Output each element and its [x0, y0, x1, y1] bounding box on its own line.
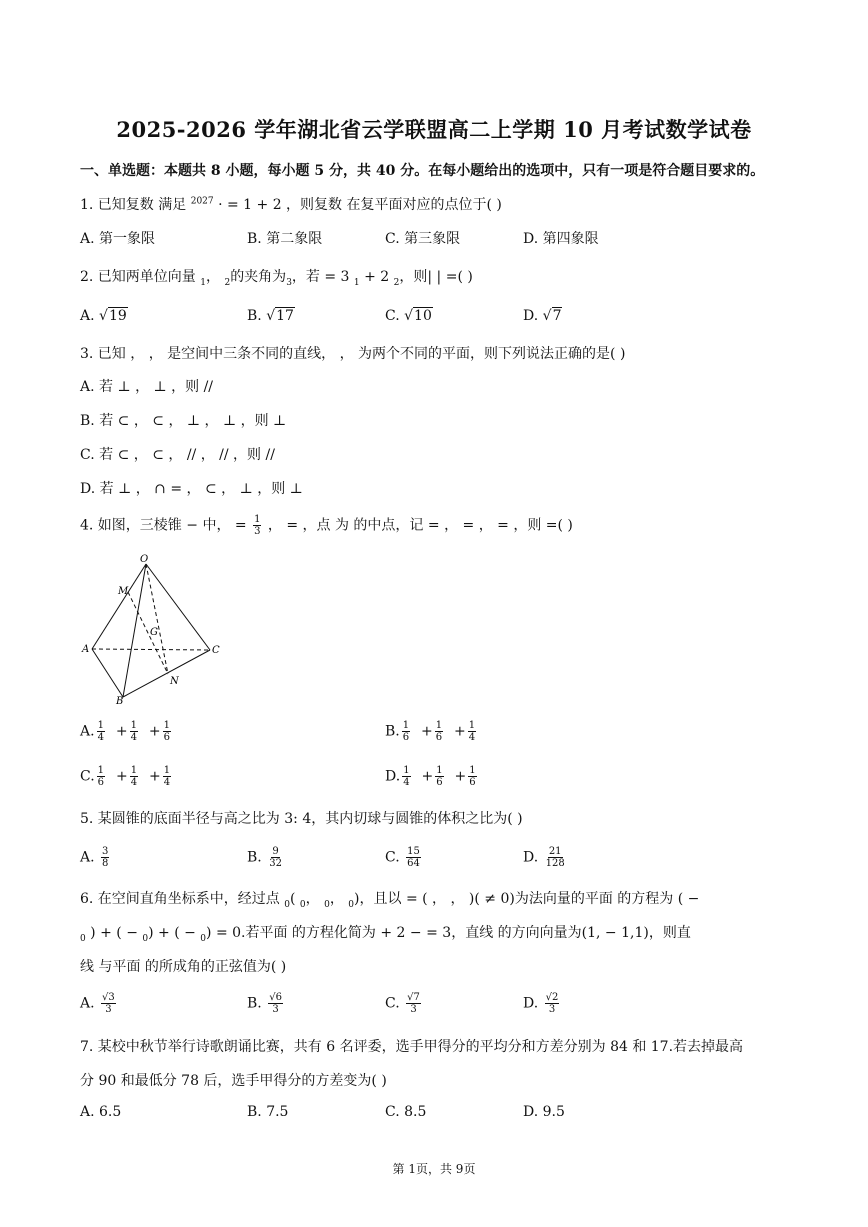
q5-option-d: D. $\frac{21}{128}$	[523, 846, 565, 869]
q6-option-a: A. $\frac{√3}{3}$	[80, 992, 115, 1015]
q2-option-a: A. √19	[80, 308, 127, 324]
q1-option-d: D. 第四象限	[523, 231, 599, 247]
q7-option-c: C. 8.5	[385, 1104, 427, 1120]
q2-option-c: C. √10	[385, 308, 432, 324]
question-7-line-1: 7. 某校中秋节举行诗歌朗诵比赛，共有 6 名评委，选手甲得分的平均分和方差分别为 84 和 17.若去掉最高	[80, 1039, 744, 1055]
question-5-stem: 5. 某圆锥的底面半径与高之比为 3: 4，其内切球与圆锥的体积之比为( )	[80, 811, 523, 827]
q5-option-c: C. $\frac{15}{64}$	[385, 846, 420, 869]
label-a: A	[82, 644, 90, 655]
q2-option-b: B. √17	[247, 308, 294, 324]
q1-option-c: C. 第三象限	[385, 231, 461, 247]
q3-option-c: C. 若 ⊂ ， ⊂ ， // ， // ，则 //	[80, 447, 275, 463]
q3-option-b: B. 若 ⊂ ， ⊂ ， ⊥ ， ⊥ ，则 ⊥	[80, 413, 287, 429]
label-b: B	[116, 696, 124, 707]
label-g: G	[150, 627, 158, 638]
q7-option-a: A. 6.5	[80, 1104, 122, 1120]
section-heading: 一、单选题：本题共 8 小题，每小题 5 分，共 40 分。在每小题给出的选项中，只有一项是符合题目要求的。	[80, 163, 765, 179]
q1-option-b: B. 第二象限	[247, 231, 323, 247]
q4-option-a: A. $\frac{1}{4}$ + $\frac{1}{4}$ + $\frac{1}{6}$	[80, 720, 170, 743]
question-2-stem: 2. 已知两单位向量 $_1$， $_2$的夹角为$_3$，若 = 3 $_1$ + 2 $_2$，则| | =( )	[80, 269, 473, 288]
page-footer: 第 1页，共 9页	[392, 1162, 476, 1176]
q3-option-d: D. 若 ⊥ ， ∩ = ， ⊂ ， ⊥ ，则 ⊥	[80, 481, 303, 497]
tetrahedron-figure	[80, 552, 230, 707]
question-1-stem: 1. 已知复数 满足 $^{2027}$ · = 1 + 2 ，则复数 在复平面对应的点位于( )	[80, 196, 502, 213]
q4-option-d: D. $\frac{1}{4}$ + $\frac{1}{6}$ + $\frac{1}{6}$	[385, 765, 476, 788]
question-6-line-2: $_0$ ) + ( − $_0$) + ( − $_0$) = 0.若平面 的方程化简为 + 2 − = 3，直线 的方向向量为(1, − 1,1)，则直	[80, 925, 691, 944]
q4-option-c: C. $\frac{1}{6}$ + $\frac{1}{4}$ + $\frac{1}{4}$	[80, 765, 171, 788]
label-c: C	[212, 645, 220, 656]
q6-option-b: B. $\frac{√6}{3}$	[247, 992, 282, 1015]
question-7-line-2: 分 90 和最低分 78 后，选手甲得分的方差变为( )	[80, 1073, 387, 1089]
q2-option-d: D. √7	[523, 308, 562, 324]
q6-option-d: D. $\frac{√2}{3}$	[523, 992, 559, 1015]
q5-option-b: B. $\frac{9}{32}$	[247, 846, 282, 869]
exam-title: 2025-2026 学年湖北省云学联盟高二上学期 10 月考试数学试卷	[116, 117, 752, 142]
q4-option-b: B. $\frac{1}{6}$ + $\frac{1}{6}$ + $\frac{1}{4}$	[385, 720, 476, 743]
label-n: N	[170, 676, 179, 687]
q5-option-a: A. $\frac{3}{8}$	[80, 846, 109, 869]
q3-option-a: A. 若 ⊥ ， ⊥ ，则 //	[80, 379, 214, 395]
fraction: $\frac{1}{3}$	[254, 514, 261, 537]
q7-option-d: D. 9.5	[523, 1104, 565, 1120]
q6-option-c: C. $\frac{√7}{3}$	[385, 992, 420, 1015]
question-6-line-3: 线 与平面 的所成角的正弦值为( )	[80, 959, 287, 975]
q1-option-a: A. 第一象限	[80, 231, 156, 247]
label-m: M	[118, 586, 129, 597]
q7-option-b: B. 7.5	[247, 1104, 289, 1120]
question-3-stem: 3. 已知 ， ， 是空间中三条不同的直线， ， 为两个不同的平面，则下列说法正确的是( )	[80, 346, 626, 362]
question-4-stem: 4. 如图，三棱锥 − 中， = $\frac{1}{3}$ ， = ，点 为 的中点，记 = ， = ， = ，则 =( )	[80, 514, 573, 537]
question-6-line-1: 6. 在空间直角坐标系中，经过点 $_0$( $_0$， $_0$， $_0$)，且以 = ( ， ， )( ≠ 0)为法向量的平面 的方程为 ( −	[80, 891, 700, 910]
label-o: O	[140, 554, 149, 565]
